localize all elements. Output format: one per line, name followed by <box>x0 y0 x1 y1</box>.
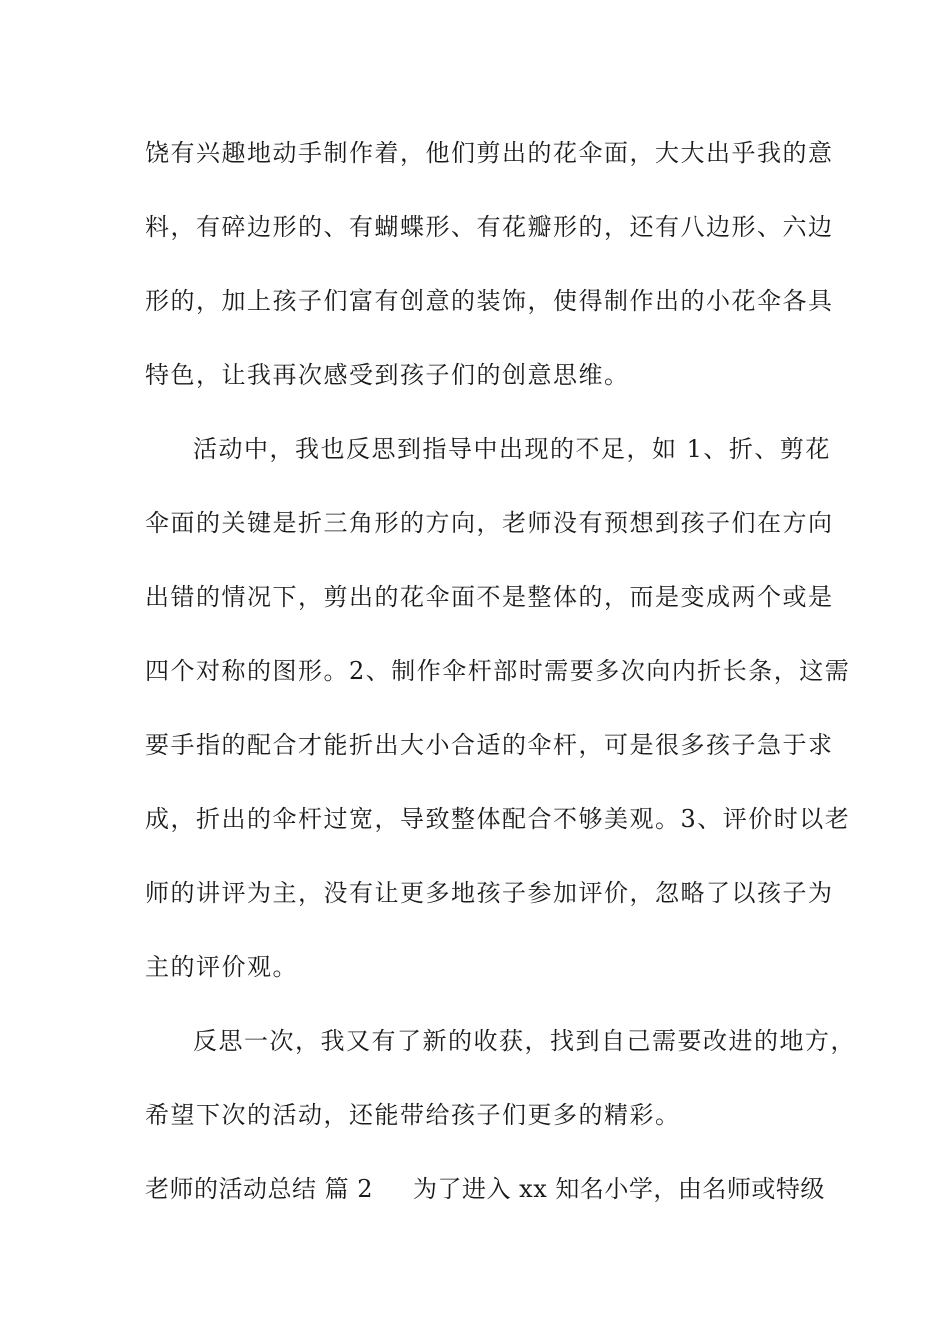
paragraph-2-line-1: 活动中，我也反思到指导中出现的不足，如 1、折、剪花 <box>193 435 831 463</box>
paragraph-2-line-3: 出错的情况下，剪出的花伞面不是整体的，而是变成两个或是 <box>145 583 834 611</box>
section-heading-line <box>145 1174 825 1204</box>
paragraph-3-line-2: 希望下次的活动，还能带给孩子们更多的精彩。 <box>145 1101 681 1129</box>
section-text: 为了进入 xx 知名小学，由名师或特级 <box>413 1175 825 1203</box>
paragraph-3-line-1: 反思一次，我又有了新的收获，找到自己需要改进的地方， <box>193 1027 856 1055</box>
paragraph-1-line-1: 饶有兴趣地动手制作着，他们剪出的花伞面，大大出乎我的意 <box>145 139 834 167</box>
paragraph-2-line-7: 师的讲评为主，没有让更多地孩子参加评价，忽略了以孩子为 <box>145 879 834 907</box>
paragraph-2-line-2: 伞面的关键是折三角形的方向，老师没有预想到孩子们在方向 <box>145 509 834 537</box>
paragraph-1-line-4: 特色，让我再次感受到孩子们的创意思维。 <box>145 361 630 389</box>
paragraph-1-line-3: 形的，加上孩子们富有创意的装饰，使得制作出的小花伞各具 <box>145 287 834 315</box>
paragraph-2-line-5: 要手指的配合才能折出大小合适的伞杆，可是很多孩子急于求 <box>145 731 834 759</box>
paragraph-1-line-2: 料，有碎边形的、有蝴蝶形、有花瓣形的，还有八边形、六边 <box>145 213 834 241</box>
paragraph-2-line-8: 主的评价观。 <box>145 953 298 981</box>
section-heading: 老师的活动总结 篇 2 <box>145 1175 374 1203</box>
paragraph-2-line-6: 成，折出的伞杆过宽，导致整体配合不够美观。3、评价时以老 <box>145 805 851 833</box>
paragraph-2-line-4: 四个对称的图形。2、制作伞杆部时需要多次向内折长条，这需 <box>145 657 851 685</box>
